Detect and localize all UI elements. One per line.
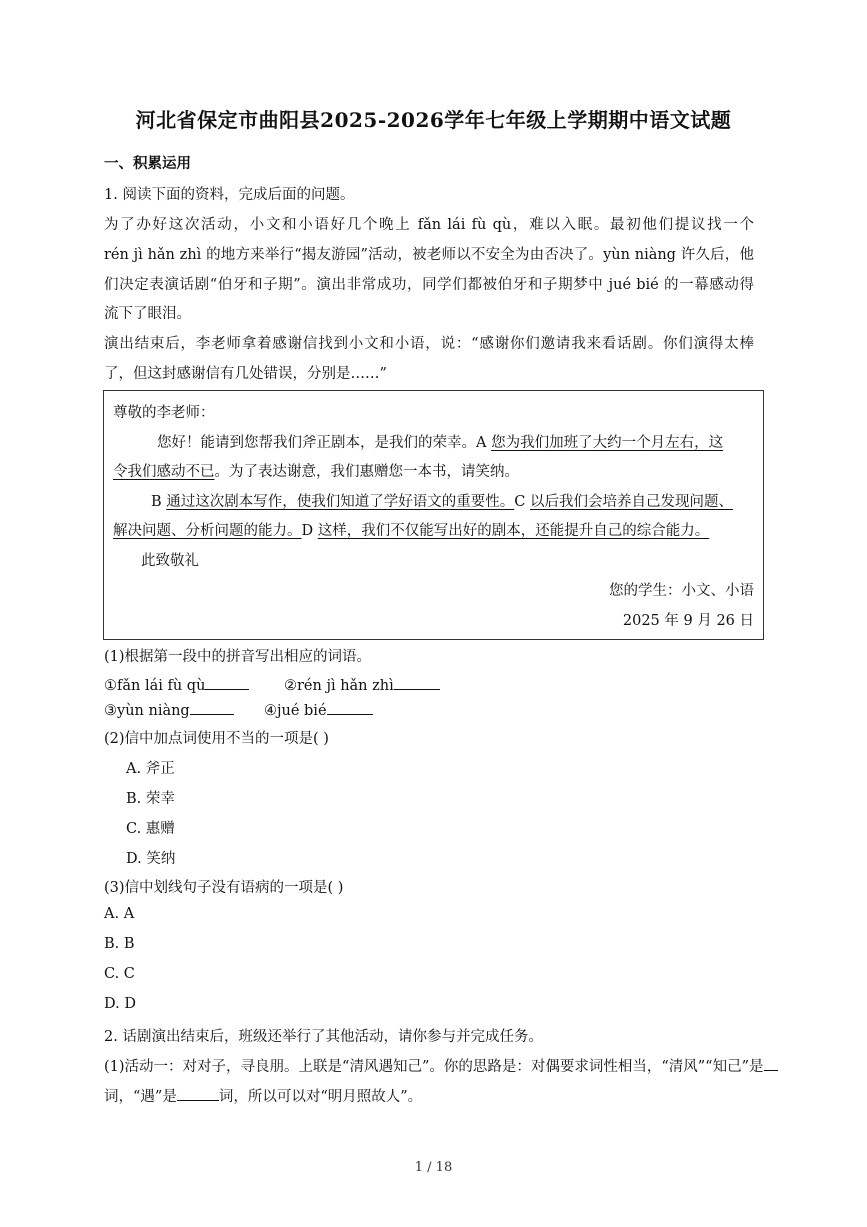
letter-text: D bbox=[301, 523, 318, 539]
section-heading: 一、积累运用 bbox=[104, 155, 191, 172]
option-item[interactable]: A. A bbox=[104, 906, 135, 922]
option-item[interactable]: B. 荣幸 bbox=[126, 791, 175, 807]
letter-salutation: 尊敬的李老师： bbox=[113, 405, 215, 421]
pinyin-label: ④jué bié bbox=[264, 703, 327, 719]
option-item[interactable]: C. 惠赠 bbox=[126, 821, 175, 837]
letter-line bbox=[151, 490, 733, 511]
letter-line bbox=[113, 460, 519, 481]
underlined-sentence-d: 这样，我们不仅能写出好的剧本，还能提升自己的综合能力。 bbox=[317, 523, 710, 539]
option-item[interactable]: B. B bbox=[104, 936, 135, 952]
page-number: 1 / 18 bbox=[414, 1160, 453, 1175]
underlined-sentence-c: 以后我们会培养自己发现问题、 bbox=[529, 494, 733, 510]
paragraph-line: 演出结束后，李老师拿着感谢信找到小文和小语，说：“感谢你们邀请我来看话剧。你们演得太棒 bbox=[104, 336, 754, 352]
subquestion-1: (1)根据第一段中的拼音写出相应的词语。 bbox=[104, 649, 372, 665]
subquestion-2: (2)信中加点词使用不当的一项是( ) bbox=[104, 731, 329, 747]
letter-signature: 您的学生：小文、小语 bbox=[609, 583, 754, 599]
question-1-prompt: 1. 阅读下面的资料，完成后面的问题。 bbox=[104, 187, 355, 203]
answer-blank[interactable] bbox=[190, 700, 234, 715]
paragraph-line: 们决定表演话剧“伯牙和子期”。演出非常成功，同学们都被伯牙和子期梦中 jué bié 的一幕感动得 bbox=[104, 277, 754, 293]
letter-text: B bbox=[151, 494, 167, 510]
pinyin-item bbox=[284, 675, 440, 694]
underlined-sentence-c: 解决问题、分析问题的能力。 bbox=[113, 523, 302, 539]
answer-blank[interactable] bbox=[177, 1086, 219, 1101]
underlined-sentence-a: 您为我们加班了大约一个月左右，这 bbox=[491, 435, 724, 451]
pinyin-label: ③yùn niàng bbox=[104, 703, 190, 719]
letter-text: 。为了表达谢意，我们惠赠您一本书，请笑纳。 bbox=[214, 464, 519, 480]
pinyin-item bbox=[104, 675, 249, 694]
answer-blank[interactable] bbox=[205, 675, 249, 690]
question-2-line bbox=[104, 1085, 422, 1106]
underlined-sentence-b: 通过这次剧本写作，使我们知道了学好语文的重要性。 bbox=[166, 494, 515, 510]
option-item[interactable]: D. D bbox=[104, 996, 136, 1012]
option-item[interactable]: A. 斧正 bbox=[126, 761, 175, 777]
answer-blank[interactable] bbox=[764, 1056, 778, 1071]
pinyin-label: ①fǎn lái fù qù bbox=[104, 678, 206, 694]
underlined-sentence-a: 令我们感动不已 bbox=[113, 464, 215, 480]
page-title: 河北省保定市曲阳县2025-2026学年七年级上学期期中语文试题 bbox=[135, 108, 732, 132]
answer-blank[interactable] bbox=[327, 700, 373, 715]
option-item[interactable]: C. C bbox=[104, 966, 135, 982]
letter-text: C bbox=[514, 494, 530, 510]
subquestion-3: (3)信中划线句子没有语病的一项是( ) bbox=[104, 880, 344, 896]
letter-line bbox=[157, 431, 723, 452]
pinyin-item bbox=[104, 700, 234, 719]
letter-date: 2025 年 9 月 26 日 bbox=[622, 613, 754, 629]
letter-line bbox=[113, 519, 709, 540]
question-2-prompt: 2. 话剧演出结束后，班级还举行了其他活动，请你参与并完成任务。 bbox=[104, 1029, 543, 1045]
answer-blank[interactable] bbox=[394, 675, 440, 690]
question-text: 词，所以可以对“明月照故人”。 bbox=[218, 1089, 423, 1105]
pinyin-label: ②rén jì hǎn zhì bbox=[284, 678, 394, 694]
thank-you-letter-box bbox=[103, 390, 764, 640]
paragraph-line: 了，但这封感谢信有几处错误，分别是……” bbox=[104, 366, 387, 382]
option-item[interactable]: D. 笑纳 bbox=[126, 851, 176, 867]
question-text: 词，“遇”是 bbox=[104, 1089, 177, 1105]
question-2-line bbox=[104, 1055, 778, 1076]
letter-closing: 此致敬礼 bbox=[141, 553, 199, 569]
paragraph-line: 为了办好这次活动，小文和小语好几个晚上 fǎn lái fù qù，难以入眠。最初他们提议找一个 bbox=[104, 217, 754, 233]
question-text: (1)活动一：对对子，寻良朋。上联是“清风遇知己”。你的思路是：对偶要求词性相当，“清风”“知己”是 bbox=[104, 1059, 764, 1075]
pinyin-item bbox=[264, 700, 373, 719]
letter-text: 您好！能请到您帮我们斧正剧本，是我们的荣幸。A bbox=[157, 435, 492, 451]
paragraph-line: rén jì hǎn zhì 的地方来举行“揭友游园”活动，被老师以不安全为由否决了。yùn niàng 许久后，他 bbox=[104, 247, 754, 263]
paragraph-line: 流下了眼泪。 bbox=[104, 306, 191, 322]
